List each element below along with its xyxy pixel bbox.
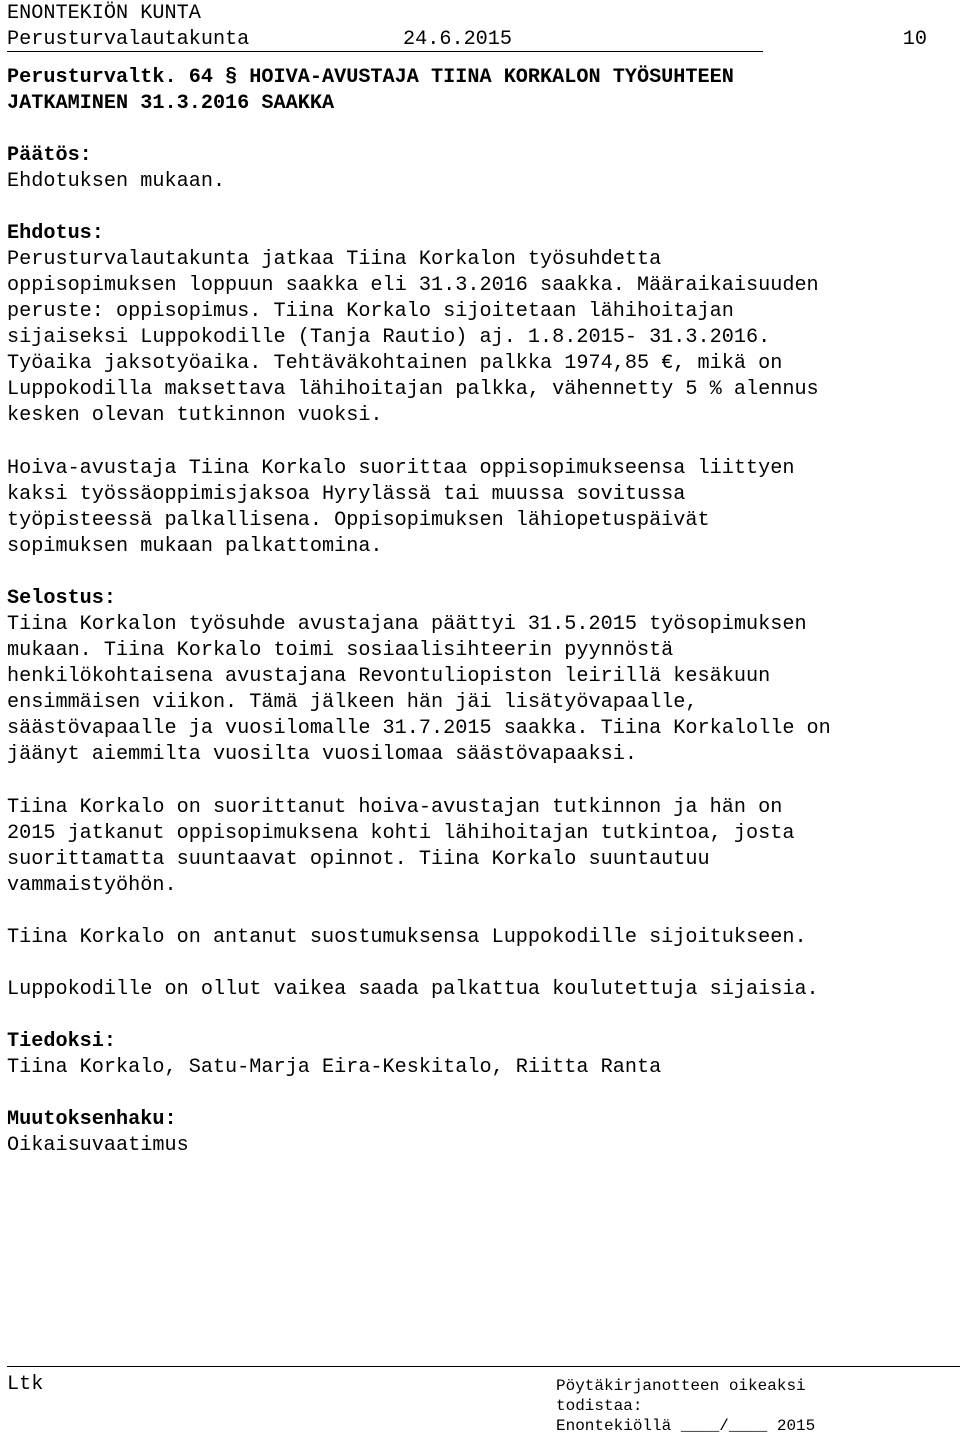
section-title — [7, 65, 734, 117]
selostus-p1-line: Tiina Korkalon työsuhde avustajana päättyi 31.5.2015 työsopimuksen — [7, 613, 807, 636]
footer-cert-line-1: Pöytäkirjanotteen oikeaksi — [556, 1377, 806, 1395]
selostus-section — [7, 586, 831, 768]
ehdotus-p1-line: oppisopimuksen loppuun saakka eli 31.3.2016 saakka. Määraikaisuuden — [7, 274, 819, 297]
ehdotus-p1-line: sijaiseksi Luppokodille (Tanja Rautio) aj. 1.8.2015- 31.3.2016. — [7, 326, 771, 349]
tiedoksi-text: Tiina Korkalo, Satu-Marja Eira-Keskitalo, Riitta Ranta — [7, 1056, 662, 1079]
selostus-label: Selostus: — [7, 587, 117, 610]
tiedoksi-label: Tiedoksi: — [7, 1030, 117, 1053]
ehdotus-paragraph-2 — [7, 456, 794, 560]
footer-left: Ltk — [7, 1373, 44, 1396]
selostus-paragraph-2 — [7, 795, 794, 899]
footer-cert-line-2: todistaa: — [556, 1397, 643, 1415]
paatos-label: Päätös: — [7, 144, 92, 167]
muutoksenhaku-text: Oikaisuvaatimus — [7, 1134, 189, 1157]
header-board-line — [7, 27, 927, 53]
ehdotus-p1-line: kesken olevan tutkinnon vuoksi. — [7, 404, 383, 427]
ehdotus-p2-line: työpisteessä palkallisena. Oppisopimuksen lähiopetuspäivät — [7, 509, 710, 532]
paatos-section — [7, 143, 225, 195]
selostus-p1-line: ensimmäisen viikon. Tämä jälkeen hän jäi lisätyövapaalle, — [7, 691, 698, 714]
footer-cert-line-3: Enontekiöllä ____/____ 2015 — [556, 1417, 816, 1435]
ehdotus-p1-line: Perusturvalautakunta jatkaa Tiina Korkalon työsuhdetta — [7, 248, 662, 271]
title-line-2: JATKAMINEN 31.3.2016 SAAKKA — [7, 92, 335, 115]
header-underline — [7, 51, 763, 52]
footer-certification — [556, 1376, 815, 1436]
ehdotus-p1-line: Luppokodilla maksettava lähihoitajan palkka, vähennetty 5 % alennus — [7, 378, 819, 401]
header-board: Perusturvalautakunta — [7, 28, 250, 51]
ehdotus-p1-line: Työaika jaksotyöaika. Tehtäväkohtainen palkka 1974,85 €, mikä on — [7, 352, 783, 375]
selostus-p2-line: suorittamatta suuntaavat opinnot. Tiina Korkalo suuntautuu — [7, 848, 710, 871]
selostus-p1-line: säästövapaalle ja vuosilomalle 31.7.2015 saakka. Tiina Korkalolle on — [7, 717, 831, 740]
selostus-paragraph-3: Tiina Korkalo on antanut suostumuksensa Luppokodille sijoitukseen. — [7, 926, 807, 949]
ehdotus-p1-line: peruste: oppisopimus. Tiina Korkalo sijoitetaan lähihoitajan — [7, 300, 734, 323]
header-date: 24.6.2015 — [403, 28, 513, 51]
selostus-p2-line: Tiina Korkalo on suorittanut hoiva-avustajan tutkinnon ja hän on — [7, 796, 783, 819]
selostus-p1-line: jäänyt aiemmilta vuosilta vuosilomaa säästövapaaksi. — [7, 743, 637, 766]
ehdotus-p2-line: sopimuksen mukaan palkattomina. — [7, 535, 383, 558]
tiedoksi-section — [7, 1029, 661, 1081]
ehdotus-p2-line: Hoiva-avustaja Tiina Korkalo suorittaa oppisopimukseensa liittyen — [7, 457, 795, 480]
title-line-1: Perusturvaltk. 64 § HOIVA-AVUSTAJA TIINA KORKALON TYÖSUHTEEN — [7, 66, 734, 89]
selostus-p2-line: vammaistyöhön. — [7, 874, 177, 897]
header-organization: ENONTEKIÖN KUNTA — [7, 2, 201, 25]
paatos-text: Ehdotuksen mukaan. — [7, 170, 226, 193]
selostus-p2-line: 2015 jatkanut oppisopimuksena kohti lähihoitajan tutkintoa, josta — [7, 822, 795, 845]
selostus-p1-line: mukaan. Tiina Korkalo toimi sosiaalisihteerin pyynnöstä — [7, 639, 674, 662]
muutoksenhaku-section — [7, 1107, 189, 1159]
selostus-paragraph-4: Luppokodille on ollut vaikea saada palkattua koulutettuja sijaisia. — [7, 978, 819, 1001]
footer-divider — [7, 1366, 960, 1367]
page-number: 10 — [902, 28, 927, 51]
muutoksenhaku-label: Muutoksenhaku: — [7, 1108, 177, 1131]
ehdotus-label: Ehdotus: — [7, 222, 104, 245]
ehdotus-section — [7, 221, 819, 429]
selostus-p1-line: henkilökohtaisena avustajana Revontuliopiston leirillä kesäkuun — [7, 665, 771, 688]
ehdotus-p2-line: kaksi työssäoppimisjaksoa Hyrylässä tai muussa sovitussa — [7, 483, 686, 506]
